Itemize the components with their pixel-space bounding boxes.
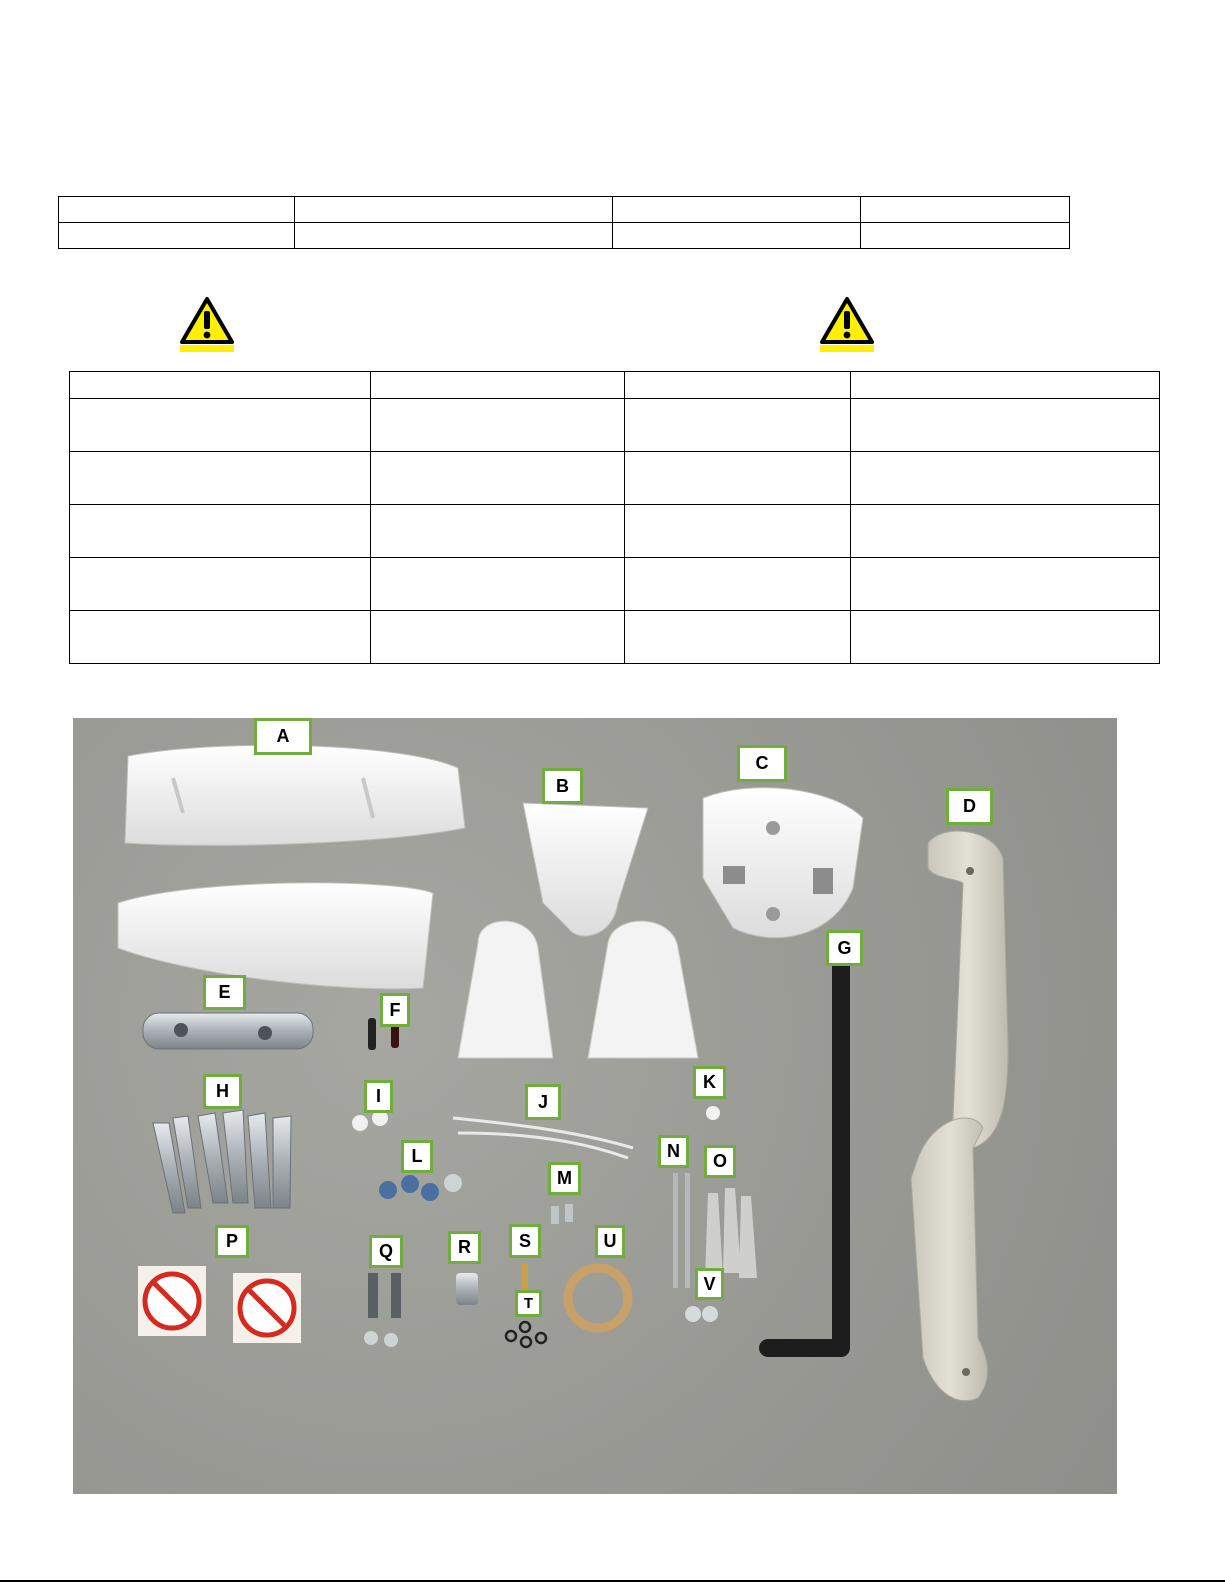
table-cell xyxy=(371,505,625,558)
part-v-washers xyxy=(685,1306,718,1322)
table-header-row xyxy=(70,372,1160,399)
table-cell xyxy=(625,452,851,505)
part-h-bolts xyxy=(153,1110,291,1213)
table-cell xyxy=(371,399,625,452)
label-l: L xyxy=(401,1140,433,1173)
table-cell xyxy=(851,372,1160,399)
part-s-screw xyxy=(521,1263,528,1293)
table-cell xyxy=(625,611,851,664)
label-h: H xyxy=(203,1074,242,1109)
part-j-zip-ties xyxy=(453,1118,633,1158)
part-o-anchors xyxy=(705,1188,757,1278)
label-g: G xyxy=(826,930,863,966)
table-cell xyxy=(861,197,1070,223)
part-l-screws xyxy=(379,1174,462,1201)
table-row xyxy=(59,197,1070,223)
table-row xyxy=(70,611,1160,664)
table-cell xyxy=(371,611,625,664)
part-a-covers xyxy=(118,745,465,989)
parts-table xyxy=(69,371,1160,664)
label-i: I xyxy=(364,1080,393,1113)
table-cell xyxy=(70,611,371,664)
table-cell xyxy=(70,505,371,558)
label-r: R xyxy=(448,1231,481,1264)
table-cell xyxy=(625,558,851,611)
table-cell xyxy=(371,452,625,505)
label-j: J xyxy=(525,1084,561,1120)
table-cell xyxy=(851,558,1160,611)
label-p: P xyxy=(215,1225,249,1258)
table-cell xyxy=(59,197,295,223)
label-a: A xyxy=(254,718,312,755)
part-r-set-screw xyxy=(456,1273,478,1305)
part-q-screws xyxy=(364,1273,401,1347)
top-table xyxy=(58,196,1070,249)
part-p-stickers xyxy=(138,1266,301,1343)
part-k-plug xyxy=(706,1106,720,1120)
table-cell xyxy=(613,223,861,249)
label-s: S xyxy=(509,1224,541,1258)
table-cell xyxy=(851,505,1160,558)
table-cell xyxy=(70,372,371,399)
table-row xyxy=(70,558,1160,611)
warning-triangle-icon xyxy=(180,296,234,352)
table-row xyxy=(70,505,1160,558)
table-cell xyxy=(59,223,295,249)
table-cell xyxy=(625,505,851,558)
label-u: U xyxy=(595,1225,625,1258)
part-g-hex-key xyxy=(768,963,841,1348)
label-e: E xyxy=(203,975,246,1010)
part-t-washers xyxy=(506,1322,546,1347)
table-cell xyxy=(295,197,613,223)
part-c-mount xyxy=(703,788,863,938)
table-row xyxy=(70,452,1160,505)
table-cell xyxy=(70,558,371,611)
table-row xyxy=(59,223,1070,249)
table-cell xyxy=(371,372,625,399)
part-n-screws xyxy=(673,1173,690,1288)
label-o: O xyxy=(704,1145,736,1178)
table-cell xyxy=(70,452,371,505)
label-c: C xyxy=(737,745,787,782)
table-cell xyxy=(625,399,851,452)
bottom-rule xyxy=(0,1580,1225,1582)
part-m-screws xyxy=(551,1204,573,1224)
label-t: T xyxy=(515,1290,542,1317)
label-d: D xyxy=(946,788,993,825)
part-b-bracket xyxy=(458,803,698,1058)
part-i-caps xyxy=(352,1110,388,1131)
label-q: Q xyxy=(369,1235,403,1268)
label-k: K xyxy=(693,1066,726,1099)
warning-triangle-icon xyxy=(820,296,874,352)
part-e-pin xyxy=(143,1013,313,1049)
table-cell xyxy=(851,399,1160,452)
table-cell xyxy=(613,197,861,223)
table-row xyxy=(70,399,1160,452)
part-d-handles xyxy=(911,831,1008,1401)
table-cell xyxy=(70,399,371,452)
label-b: B xyxy=(542,768,583,804)
table-cell xyxy=(625,372,851,399)
table-cell xyxy=(851,452,1160,505)
label-v: V xyxy=(695,1268,724,1300)
part-u-ring xyxy=(568,1268,628,1328)
table-cell xyxy=(295,223,613,249)
label-n: N xyxy=(658,1135,689,1168)
table-cell xyxy=(371,558,625,611)
label-f: F xyxy=(380,993,410,1027)
parts-photo xyxy=(73,718,1117,1494)
table-cell xyxy=(851,611,1160,664)
table-cell xyxy=(861,223,1070,249)
label-m: M xyxy=(548,1162,581,1195)
